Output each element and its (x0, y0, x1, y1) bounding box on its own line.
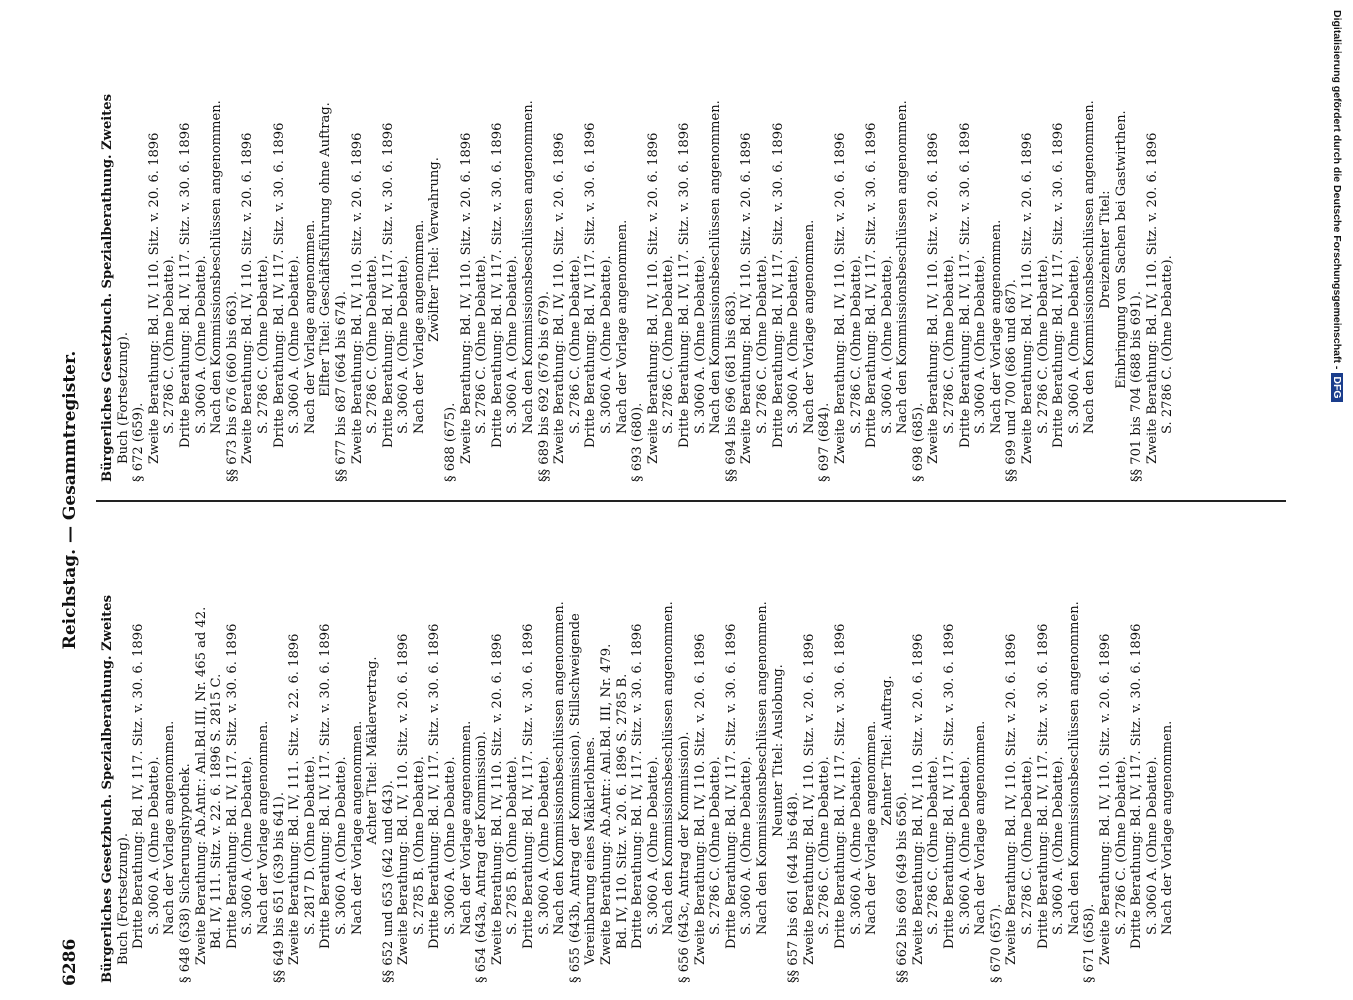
register-line: S. 2785 B. (Ohne Debatte). (505, 756, 521, 935)
register-line: Dritte Berathung: Bd. IV, 117. Sitz. v. 30. 6. 1896 (521, 623, 537, 949)
register-line: S. 2786 C. (Ohne Debatte). (255, 255, 271, 434)
register-line: S. 2786 C. (Ohne Debatte). (567, 255, 583, 434)
register-line: Dritte Berathung: Bd. IV, 117. Sitz. v. 30. 6. 1896 (770, 122, 786, 448)
register-line: S. 2786 C. (Ohne Debatte). (162, 255, 178, 434)
register-line: Bürgerliches Gesetzbuch. Spezialberathung. Zweites (100, 595, 115, 983)
register-line: S. 2785 B. (Ohne Debatte). (411, 756, 427, 935)
register-line: Zweite Berathung: Ab.Antr.: Anl.Bd. III, Nr. 479. (599, 643, 614, 965)
register-line: Dritte Berathung: Bd. IV, 117. Sitz. v. 30. 6. 1896 (676, 122, 692, 448)
register-line: § 654 (643a, Antrag der Kommission). (474, 731, 490, 983)
register-line: S. 3060 A. (Ohne Debatte). (973, 255, 989, 434)
register-line: Dreizehnter Titel: (1098, 190, 1113, 309)
register-line: S. 2786 C. (Ohne Debatte). (1160, 255, 1176, 434)
register-line: S. 2786 C. (Ohne Debatte). (942, 255, 958, 434)
register-line: § 672 (659). (131, 402, 147, 482)
register-line: Dritte Berathung: Bd. IV, 117. Sitz. v. 30. 6. 1896 (271, 122, 287, 448)
register-line: Nach der Vorlage angenommen. (255, 720, 271, 935)
register-line: Dritte Berathung: Bd. IV, 117. Sitz. v. 30. 6. 1896 (957, 122, 973, 448)
register-line: Nach der Vorlage angenommen. (162, 720, 178, 935)
register-line: Nach der Vorlage angenommen. (988, 219, 1004, 434)
register-line: Zweite Berathung: Bd. IV, 110. Sitz. v. 20. 6. 1896 (349, 132, 365, 464)
register-line: Nach den Kommissionsbeschlüssen angenommen. (552, 601, 568, 935)
register-line: Zweite Berathung: Bd. IV, 111. Sitz. v. 22. 6. 1896 (287, 633, 303, 965)
register-line: § 671 (658). (1082, 903, 1098, 983)
column-divider (96, 500, 1286, 502)
register-line: Dritte Berathung: Bd. IV, 117. Sitz. v. 30. 6. 1896 (427, 623, 443, 949)
register-line: §§ 689 bis 692 (676 bis 679). (536, 291, 552, 482)
register-line: S. 3060 A. (Ohne Debatte). (240, 756, 256, 935)
register-line: Nach den Kommissionsbeschlüssen angenommen. (708, 100, 724, 434)
register-line: Dritte Berathung: Bd. IV, 117. Sitz. v. 30. 6. 1896 (489, 122, 505, 448)
register-line: §§ 701 bis 704 (688 bis 691). (1129, 291, 1145, 482)
register-line: S. 3060 A. (Ohne Debatte). (692, 255, 708, 434)
register-line: Dritte Berathung: Bd. IV, 117. Sitz. v. 30. 6. 1896 (832, 623, 848, 949)
register-line: §§ 657 bis 661 (644 bis 648). (786, 792, 802, 983)
register-line: §§ 649 bis 651 (639 bis 641). (271, 792, 287, 983)
register-line: Dritte Berathung: Bd. IV, 117. Sitz. v. 30. 6. 1896 (723, 623, 739, 949)
register-line: Buch (Fortsetzung). (115, 832, 131, 965)
register-line: Nach den Kommissionsbeschlüssen angenommen. (895, 100, 911, 434)
register-line: § 655 (643b, Antrag der Kommission). Stillschweigende (567, 613, 583, 983)
register-line: Zweite Berathung: Bd. IV, 110. Sitz. v. 20. 6. 1896 (910, 633, 926, 965)
register-line: S. 2786 C. (Ohne Debatte). (661, 255, 677, 434)
register-line: § 656 (643c, Antrag der Kommission). (676, 731, 692, 983)
register-line: S. 2786 C. (Ohne Debatte). (708, 756, 724, 935)
register-line: Achter Titel: Mäklervertrag. (365, 656, 381, 845)
register-line: Dritte Berathung: Bd. IV, 117. Sitz. v. 30. 6. 1896 (224, 623, 240, 949)
register-line: Nach den Kommissionsbeschlüssen angenommen. (1082, 100, 1098, 434)
register-line: Nach der Vorlage angenommen. (458, 720, 474, 935)
register-line: Zweite Berathung: Bd. IV, 110. Sitz. v. 20. 6. 1896 (739, 132, 755, 464)
register-line: Zweite Berathung: Bd. IV, 110. Sitz. v. 20. 6. 1896 (801, 633, 817, 965)
register-line: Zweite Berathung: Bd. IV, 110. Sitz. v. 20. 6. 1896 (926, 132, 942, 464)
register-line: Zweite Berathung: Bd. IV, 110. Sitz. v. 20. 6. 1896 (552, 132, 568, 464)
register-line: Buch (Fortsetzung). (115, 331, 131, 464)
dfg-logo: DFG (1331, 373, 1343, 401)
register-line: Dritte Berathung: Bd. IV, 117. Sitz. v. 30. 6. 1896 (131, 623, 147, 949)
register-line: § 697 (684). (817, 402, 833, 482)
register-line: Dritte Berathung: Bd. IV, 117. Sitz. v. 30. 6. 1896 (1035, 623, 1051, 949)
register-line: S. 2786 C. (Ohne Debatte). (754, 255, 770, 434)
register-line: Zweite Berathung: Bd. IV, 110. Sitz. v. 20. 6. 1896 (692, 633, 708, 965)
register-line: Zweite Berathung: Bd. IV, 110. Sitz. v. 20. 6. 1896 (1004, 633, 1020, 965)
register-line: Zweite Berathung: Bd. IV, 110. Sitz. v. 20. 6. 1896 (1020, 132, 1036, 464)
register-line: Nach den Kommissionsbeschlüssen angenommen. (1066, 601, 1082, 935)
register-line: §§ 652 und 653 (642 und 643). (380, 780, 396, 983)
digitization-note (1329, 10, 1343, 1000)
register-line: Nach der Vorlage angenommen. (349, 720, 365, 935)
register-line: Dritte Berathung: Bd. IV, 117. Sitz. v. 30. 6. 1896 (942, 623, 958, 949)
page-header (52, 0, 92, 1000)
register-line: S. 3060 A. (Ohne Debatte). (287, 255, 303, 434)
register-line: S. 3060 A. (Ohne Debatte). (645, 756, 661, 935)
register-line: S. 3060 A. (Ohne Debatte). (505, 255, 521, 434)
register-line: Zweite Berathung: Bd. IV, 110. Sitz. v. 20. 6. 1896 (240, 132, 256, 464)
register-line: Nach der Vorlage angenommen. (801, 219, 817, 434)
register-line: S. 3060 A. (Ohne Debatte). (333, 756, 349, 935)
register-line: § 688 (675). (443, 402, 459, 482)
register-line: S. 3060 A. (Ohne Debatte). (193, 255, 209, 434)
register-line: S. 3060 A. (Ohne Debatte). (146, 756, 162, 935)
register-line: Dritte Berathung: Bd. IV, 117. Sitz. v. 30. 6. 1896 (177, 122, 193, 448)
register-line: Zwölfter Titel: Verwahrung. (427, 157, 443, 342)
register-line: Zweite Berathung: Bd. IV, 110. Sitz. v. 20. 6. 1896 (645, 132, 661, 464)
register-line: § 698 (685). (910, 402, 926, 482)
register-line: Nach den Kommissionsbeschlüssen angenommen. (661, 601, 677, 935)
register-line: Zweite Berathung: Bd. IV, 110. Sitz. v. 20. 6. 1896 (146, 132, 162, 464)
register-line: S. 2786 C. (Ohne Debatte). (848, 255, 864, 434)
register-line: Bd. IV, 111. Sitz. v. 22. 6. 1896 S. 2815 C. (209, 673, 225, 949)
register-line: Nach der Vorlage angenommen. (614, 219, 630, 434)
register-line: Zweite Berathung: Ab.Antr.: Anl.Bd.III, Nr. 465 ad 42. (193, 606, 209, 965)
left-column (100, 518, 1176, 983)
register-line: §§ 662 bis 669 (649 bis 656). (895, 792, 911, 983)
register-line: Nach der Vorlage angenommen. (864, 720, 880, 935)
digitization-note-text: Digitalisierung gefördert durch die Deutsche Forschungsgemeinschaft - (1331, 10, 1343, 370)
register-line: S. 2786 C. (Ohne Debatte). (926, 756, 942, 935)
register-line: S. 3060 A. (Ohne Debatte). (1066, 255, 1082, 434)
register-line: S. 2786 C. (Ohne Debatte). (474, 255, 490, 434)
register-line: S. 2786 C. (Ohne Debatte). (817, 756, 833, 935)
register-line: Dritte Berathung: Bd. IV, 117. Sitz. v. 30. 6. 1896 (318, 623, 334, 949)
register-line: Zweite Berathung: Bd. IV, 110. Sitz. v. 20. 6. 1896 (832, 132, 848, 464)
register-line: Nach den Kommissionsbeschlüssen angenommen. (754, 601, 770, 935)
register-line: §§ 677 bis 687 (664 bis 674). (333, 291, 349, 482)
register-line: S. 3060 A. (Ohne Debatte). (396, 255, 412, 434)
running-title: Reichstag. — Gesammtregister. (60, 350, 80, 650)
register-line: S. 2786 C. (Ohne Debatte). (1035, 255, 1051, 434)
register-line: Einbringung von Sachen bei Gastwirthen. (1113, 110, 1129, 389)
register-line: S. 3060 A. (Ohne Debatte). (848, 756, 864, 935)
register-line: Zehnter Titel: Auftrag. (879, 675, 895, 826)
register-line: § 670 (657). (988, 903, 1004, 983)
register-line: S. 3060 A. (Ohne Debatte). (443, 756, 459, 935)
register-line: Dritte Berathung: Bd. IV, 117. Sitz. v. 30. 6. 1896 (1051, 122, 1067, 448)
register-line: Vereinbarung eines Mäklerlohnes. (583, 736, 599, 965)
register-line: § 648 (638) Sicherungshypothek. (177, 763, 193, 983)
register-line: S. 3060 A. (Ohne Debatte). (1144, 756, 1160, 935)
register-line: Zweite Berathung: Bd. IV, 110. Sitz. v. 20. 6. 1896 (396, 633, 412, 965)
register-line: S. 3060 A. (Ohne Debatte). (957, 756, 973, 935)
register-line: Dritte Berathung: Bd. IV, 117. Sitz. v. 30. 6. 1896 (1129, 623, 1145, 949)
register-line: S. 2786 C. (Ohne Debatte). (365, 255, 381, 434)
register-line: §§ 699 und 700 (686 und 687). (1004, 279, 1020, 482)
register-line: §§ 673 bis 676 (660 bis 663). (224, 291, 240, 482)
register-line: §§ 694 bis 696 (681 bis 683). (723, 291, 739, 482)
register-line: S. 3060 A. (Ohne Debatte). (879, 255, 895, 434)
register-line: Dritte Berathung: Bd. IV, 117. Sitz. v. 30. 6. 1896 (630, 623, 646, 949)
register-line: Dritte Berathung: Bd. IV, 117. Sitz. v. 30. 6. 1896 (583, 122, 599, 448)
register-line: Bd. IV, 110. Sitz. v. 20. 6. 1896 S. 2785 B. (614, 673, 630, 949)
register-line: Nach der Vorlage angenommen. (302, 219, 318, 434)
register-line: Zweite Berathung: Bd. IV, 110. Sitz. v. 20. 6. 1896 (458, 132, 474, 464)
register-line: Zweite Berathung: Bd. IV, 110. Sitz. v. 20. 6. 1896 (489, 633, 505, 965)
register-line: Bürgerliches Gesetzbuch. Spezialberathung. Zweites (100, 94, 115, 482)
register-line: Neunter Titel: Auslobung. (770, 664, 786, 837)
register-line: S. 2817 D. (Ohne Debatte). (302, 755, 318, 935)
register-line: S. 3060 A. (Ohne Debatte). (739, 756, 755, 935)
register-line: S. 3060 A. (Ohne Debatte). (1051, 756, 1067, 935)
register-line: Nach der Vorlage angenommen. (411, 219, 427, 434)
register-line: S. 3060 A. (Ohne Debatte). (599, 255, 614, 434)
page-number: 6286 (60, 938, 80, 986)
register-line: Dritte Berathung: Bd. IV, 117. Sitz. v. 30. 6. 1896 (380, 122, 396, 448)
register-line: Dritte Berathung: Bd. IV, 117. Sitz. v. 30. 6. 1896 (864, 122, 880, 448)
register-line: S. 2786 C. (Ohne Debatte). (1020, 756, 1036, 935)
register-line: § 693 (680). (630, 402, 646, 482)
register-line: Nach den Kommissionsbeschlüssen angenommen. (209, 100, 225, 434)
register-line: S. 2786 C. (Ohne Debatte). (1113, 756, 1129, 935)
register-line: Nach den Kommissionsbeschlüssen angenommen. (521, 100, 537, 434)
register-line: S. 3060 A. (Ohne Debatte). (786, 255, 802, 434)
register-line: Nach der Vorlage angenommen. (973, 720, 989, 935)
right-column (100, 17, 1176, 482)
register-line: Zweite Berathung: Bd. IV, 110. Sitz. v. 20. 6. 1896 (1144, 132, 1160, 464)
register-line: Nach der Vorlage angenommen. (1160, 720, 1176, 935)
register-line: S. 3060 A. (Ohne Debatte). (536, 756, 552, 935)
register-line: Zweite Berathung: Bd. IV, 110. Sitz. v. 20. 6. 1896 (1098, 633, 1113, 965)
register-line: Elfter Titel: Geschäftsführung ohne Auftrag. (318, 102, 334, 397)
